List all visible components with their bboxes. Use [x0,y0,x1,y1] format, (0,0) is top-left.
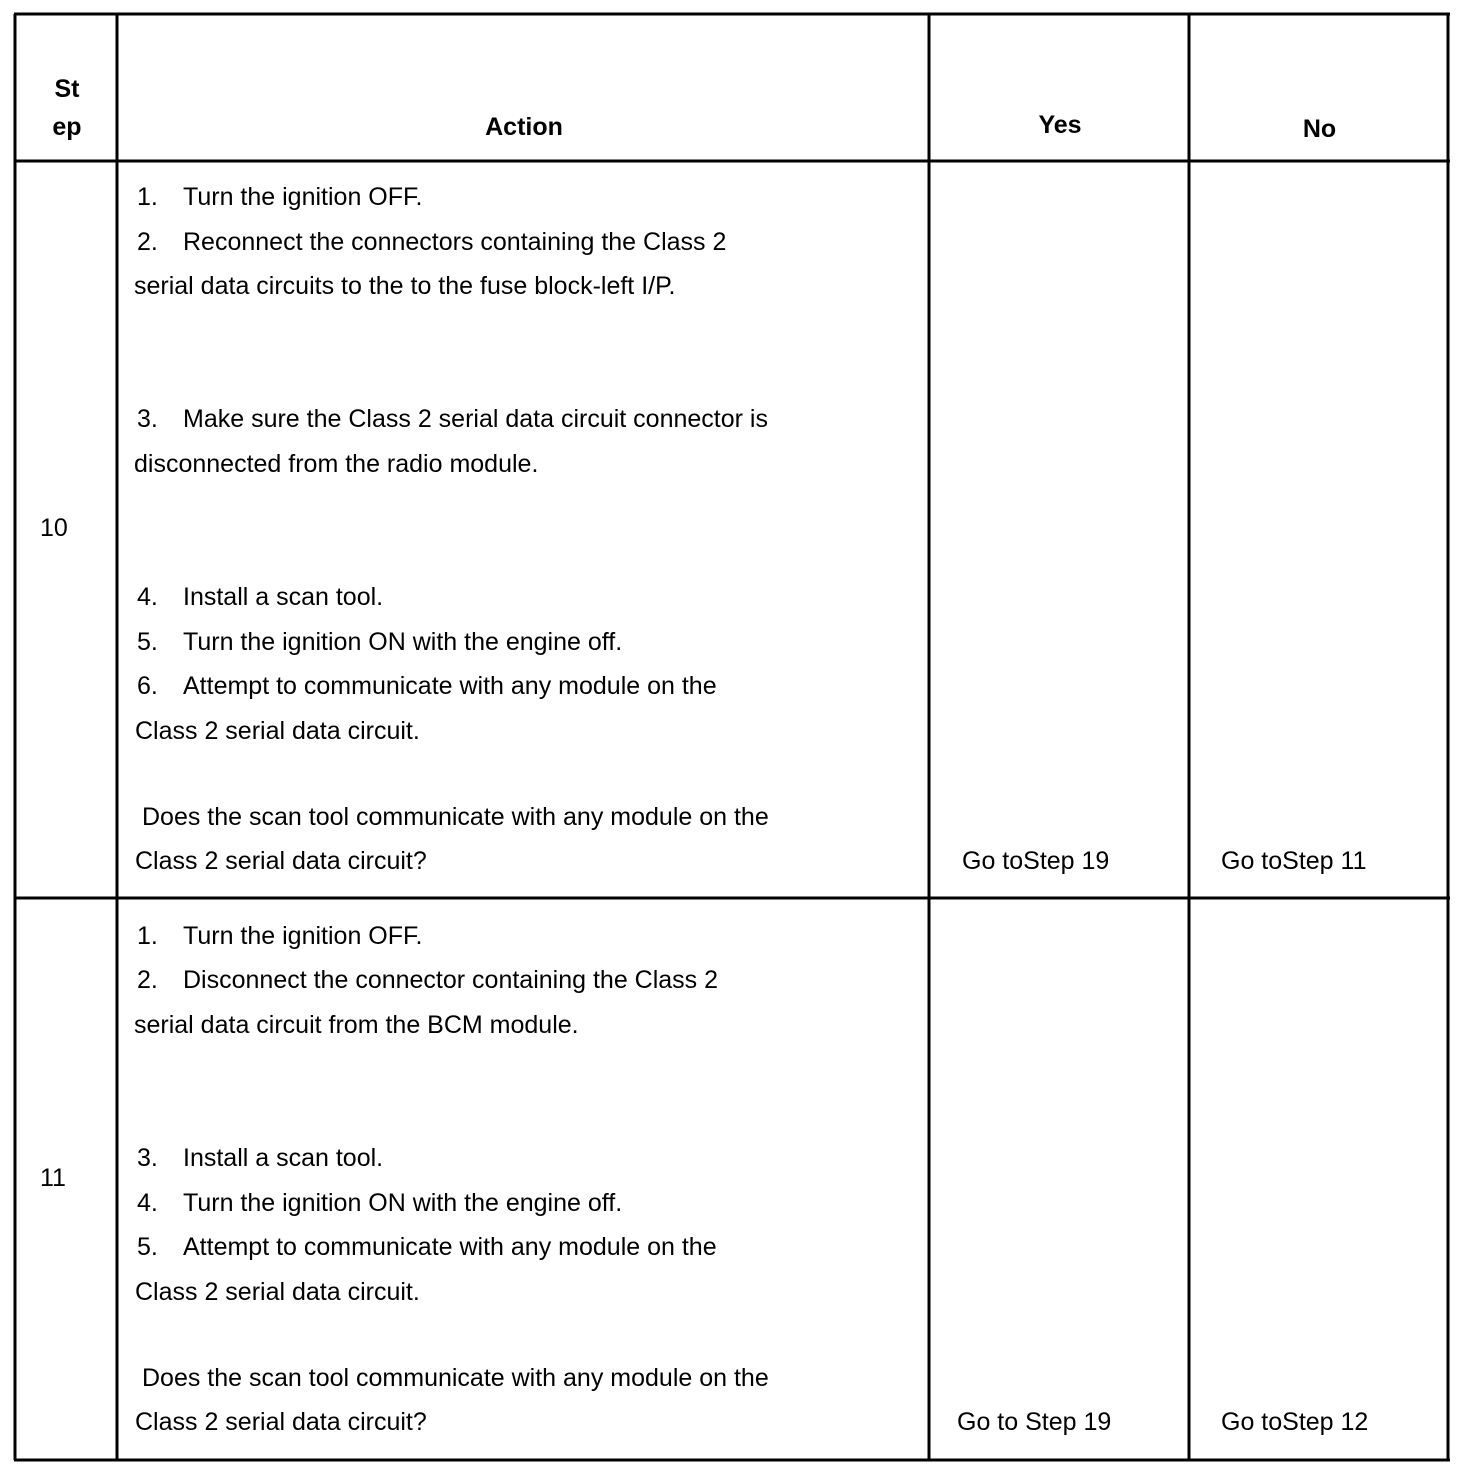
header-yes: Yes [1038,111,1082,139]
list-item [137,582,383,612]
item-text: Turn the ignition OFF. [183,922,423,950]
list-item [137,404,768,434]
header-step-line1: St [54,75,80,103]
item-number: 4. [137,1189,158,1217]
item-number: 2. [137,228,158,256]
question-line: Does the scan tool communicate with any module on the [142,803,769,831]
item-text: Turn the ignition ON with the engine off. [183,1189,623,1217]
item-text: Turn the ignition ON with the engine off. [183,628,623,656]
list-item [137,1143,383,1173]
item-number: 5. [137,628,158,656]
list-item [137,627,622,657]
item-text: Install a scan tool. [183,1144,384,1172]
header-action: Action [485,113,563,141]
step-number: 10 [40,514,68,542]
item-continuation: Class 2 serial data circuit. [135,1278,420,1306]
item-text: Turn the ignition OFF. [183,183,423,211]
item-number: 1. [137,922,158,950]
item-continuation: disconnected from the radio module. [134,450,539,478]
yes-result: Go toStep 19 [962,847,1110,875]
item-text: Reconnect the connectors containing the Class 2 [183,228,727,256]
list-item [137,671,717,701]
step-number: 11 [40,1164,66,1192]
item-continuation: serial data circuits to the to the fuse block-left I/P. [134,272,676,300]
item-number: 2. [137,966,158,994]
no-result: Go toStep 12 [1221,1408,1369,1436]
list-item [137,1188,622,1218]
header-no: No [1302,115,1337,143]
item-text: Attempt to communicate with any module on the [183,672,717,700]
item-number: 3. [137,1144,158,1172]
item-text: Disconnect the connector containing the Class 2 [183,966,719,994]
list-item [137,921,422,951]
item-continuation: serial data circuit from the BCM module. [134,1011,579,1039]
question-line: Class 2 serial data circuit? [135,847,427,875]
question-line: Does the scan tool communicate with any module on the [142,1364,769,1392]
item-number: 1. [137,183,158,211]
item-number: 5. [137,1233,158,1261]
list-item [137,182,422,212]
yes-result: Go to Step 19 [957,1408,1112,1436]
question-line: Class 2 serial data circuit? [135,1408,427,1436]
item-text: Make sure the Class 2 serial data circuit connector is [183,405,768,433]
no-result: Go toStep 11 [1221,847,1367,875]
item-text: Install a scan tool. [183,583,384,611]
item-text: Attempt to communicate with any module on the [183,1233,717,1261]
list-item [137,1232,717,1262]
header-step-line2: ep [52,113,82,141]
list-item [137,227,726,257]
item-number: 4. [137,583,158,611]
item-continuation: Class 2 serial data circuit. [135,717,420,745]
item-number: 6. [137,672,158,700]
list-item [137,965,718,995]
item-number: 3. [137,405,158,433]
